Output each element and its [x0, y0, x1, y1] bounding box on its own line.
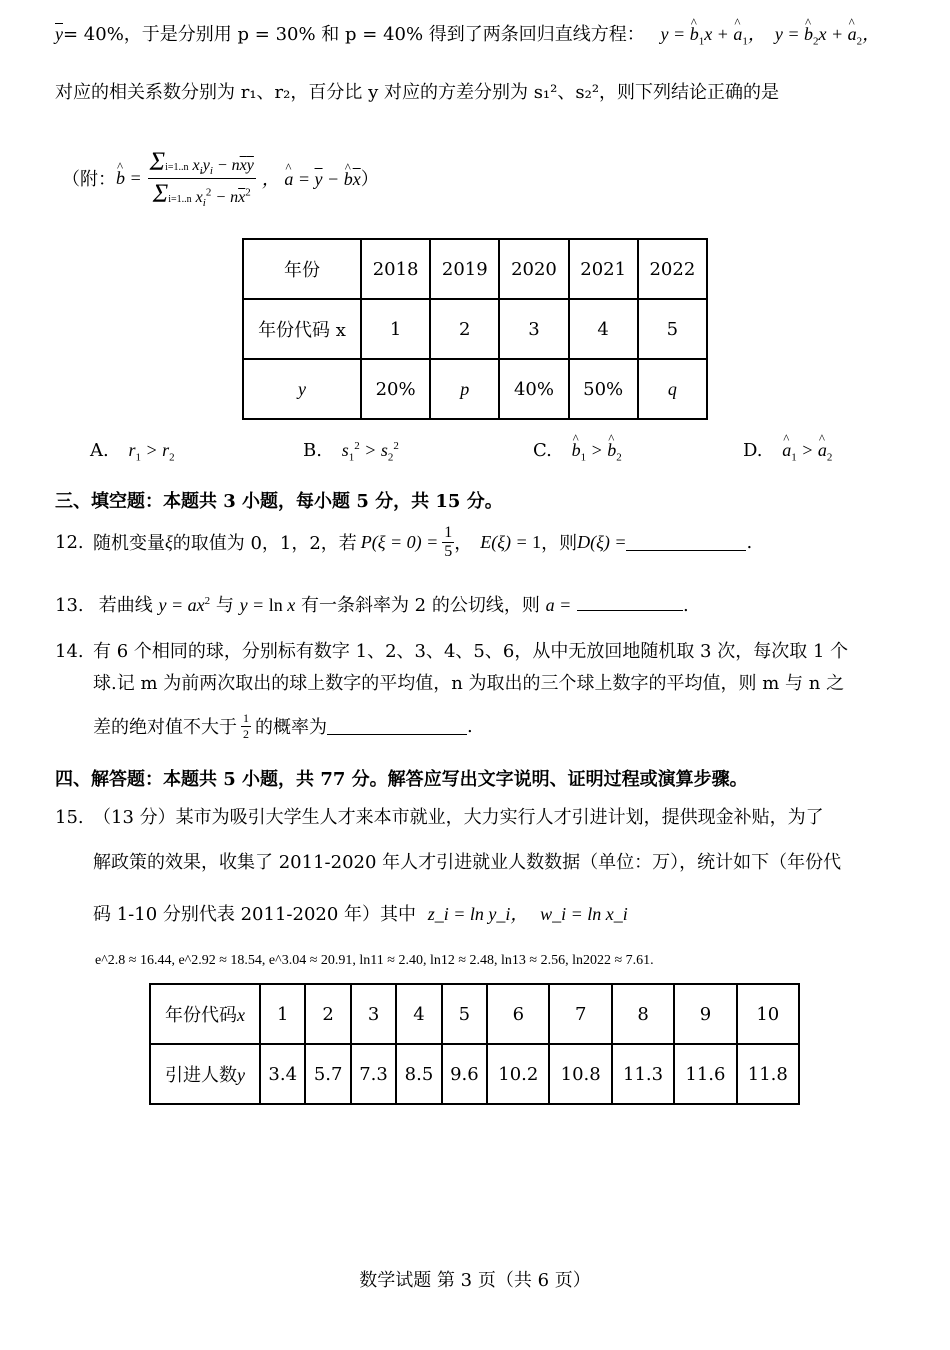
table-cell: 11.6 [674, 1044, 736, 1104]
q12-text-b: 的取值为 0，1，2，若 [172, 533, 357, 554]
section3-title: 三、填空题：本题共 3 小题，每小题 5 分，共 15 分。 [55, 491, 503, 512]
y-bar-symbol: $\overline{y}$ [55, 24, 63, 44]
table-row [243, 239, 707, 299]
table-cell: 40% [499, 359, 568, 419]
q12-text-a: 随机变量 [93, 533, 165, 554]
option-a-label: A. [90, 440, 109, 461]
table-cell: 年份代码x [150, 984, 260, 1044]
q14-line3-b: 的概率为 [255, 717, 327, 738]
q12-text-c: ， [454, 533, 473, 554]
row2-label: 引进人数 [165, 1065, 237, 1086]
table-cell: 10 [737, 984, 799, 1044]
table-cell: 10.2 [487, 1044, 549, 1104]
table-cell: 8.5 [396, 1044, 441, 1104]
q13-answer-blank[interactable] [577, 594, 683, 611]
q14-number: 14. [55, 641, 84, 662]
question-15-line1 [55, 803, 824, 829]
q15-line3-a: 码 1-10 分别代表 2011-2020 年）其中 [93, 904, 417, 925]
q15-line1: （13 分）某市为吸引大学生人才来本市就业，大力实行人才引进计划，提供现金补贴，为了 [93, 807, 824, 828]
q15-constants: e^2.8 ≈ 16.44, e^2.92 ≈ 18.54, e^3.04 ≈ 20.91, ln11 ≈ 2.40, ln12 ≈ 2.48, ln13 ≈ 2.56, ln2022 ≈ 7.61. [95, 953, 654, 968]
q13-text-c: 有一条斜率为 2 的公切线，则 [300, 595, 540, 616]
question-13: 13. 若曲线 $y = ax^2$ 与 y = ln x 有一条斜率为 2 的公切线，则 a = . [55, 595, 689, 616]
table-row [150, 984, 799, 1044]
question-15-line3 [93, 900, 628, 926]
table-row [243, 359, 707, 419]
q13-text-a: 若曲线 [98, 595, 153, 616]
table-cell: 20% [361, 359, 430, 419]
year-table [242, 238, 708, 420]
q14-line1: 有 6 个相同的球，分别标有数字 1、2、3、4、5、6，从中无放回地随机取 3 次，每次取 1 个 [93, 641, 849, 662]
question-15-line2: 解政策的效果，收集了 2011-2020 年人才引进就业人数数据（单位：万），统计如下（年份代 [93, 852, 842, 873]
table-row [150, 1044, 799, 1104]
talent-table [149, 983, 800, 1105]
table-cell: 11.8 [737, 1044, 799, 1104]
b-hat-symbol: ^ b = [116, 168, 142, 189]
table-cell: 2 [305, 984, 350, 1044]
q15-line3-b: z_i = ln y_i， [427, 904, 529, 924]
a-hat-formula: ， ^ $a = \overline{y}$ − ^ $b\overline{x}$ [262, 165, 361, 191]
table-cell: 1 [361, 299, 430, 359]
section4-title: 四、解答题：本题共 5 小题，共 77 分。解答应写出文字说明、证明过程或演算步骤。 [55, 769, 748, 790]
table-cell: 年份代码 x [243, 299, 361, 359]
option-c-label: C. [533, 440, 552, 461]
q12-answer-blank[interactable] [626, 534, 746, 551]
table-cell: 3 [351, 984, 396, 1044]
table-cell: 年份 [243, 239, 361, 299]
table-cell: 7.3 [351, 1044, 396, 1104]
q14-line3-a: 差的绝对值不大于 [93, 717, 237, 738]
table-cell: 2021 [569, 239, 638, 299]
table-cell: 3 [499, 299, 568, 359]
option-c: C. ^ $b_1$ > ^ $b_2$ [533, 440, 622, 464]
table-cell: 引进人数y [150, 1044, 260, 1104]
question-14-line1 [55, 637, 848, 663]
table-cell: 5.7 [305, 1044, 350, 1104]
table-cell: 6 [487, 984, 549, 1044]
appendix-prefix: （附： [62, 169, 116, 190]
table-cell: 9 [674, 984, 736, 1044]
table-cell: q [638, 359, 707, 419]
table-cell: 11.3 [612, 1044, 674, 1104]
q15-number: 15. [55, 807, 84, 828]
page-footer: 数学试题 第 3 页（共 6 页） [359, 1270, 591, 1291]
option-b: B. $s_1^2 > s_2^2$ [303, 440, 399, 464]
q12-number: 12. [55, 531, 84, 553]
appendix-suffix: ） [360, 169, 379, 190]
q14-fraction: $\frac{1}{2}$ [243, 710, 249, 741]
appendix-formula [62, 128, 379, 228]
table-cell: 2 [430, 299, 499, 359]
question-14-line3: 差的绝对值不大于 $\frac{1}{2}$ 的概率为 . [93, 710, 473, 741]
table-cell: 2019 [430, 239, 499, 299]
intro-line1-text: = 40%，于是分别用 p = 30% 和 p = 40% 得到了两条回归直线方程： [63, 24, 645, 45]
option-d: D. ^ $a_1$ > ^ $a_2$ [743, 440, 832, 464]
table-cell: 2022 [638, 239, 707, 299]
table-cell: 50% [569, 359, 638, 419]
question-14-line2: 球.记 m 为前两次取出的球上数字的平均值，n 为取出的三个球上数字的平均值，则 m 与 n 之 [93, 673, 845, 694]
table-cell: 4 [569, 299, 638, 359]
table-cell: 9.6 [442, 1044, 487, 1104]
intro-line1 [55, 20, 880, 48]
option-d-label: D. [743, 440, 763, 461]
table-cell: 3.4 [260, 1044, 305, 1104]
q14-answer-blank[interactable] [327, 718, 467, 735]
table-cell: 4 [396, 984, 441, 1044]
table-cell: 10.8 [549, 1044, 611, 1104]
table-cell: 5 [638, 299, 707, 359]
q12-text-d: ，则 [541, 533, 578, 554]
b-hat-fraction: $\frac{\Sigma i=1..n x_iy_i - n\overline{x}\overline{y}}{\Sigma i=1..n x_i^2 - n\overline{x}^2}$ [149, 147, 254, 209]
q12-fraction: $\frac{1}{5}$ [444, 523, 453, 560]
table-cell: 1 [260, 984, 305, 1044]
table-cell: 8 [612, 984, 674, 1044]
option-a: A. $r_1 > r_2$ [90, 440, 175, 464]
table-cell: 2020 [499, 239, 568, 299]
table-cell: 7 [549, 984, 611, 1044]
q13-number: 13. [55, 595, 84, 616]
option-b-label: B. [303, 440, 322, 461]
table-cell: 5 [442, 984, 487, 1044]
table-cell: y [243, 359, 361, 419]
table-row [243, 299, 707, 359]
table-cell: p [430, 359, 499, 419]
intro-line2: 对应的相关系数分别为 r₁、r₂，百分比 y 对应的方差分别为 s₁²、s₂²，则下列结论正确的是 [55, 82, 780, 103]
table-cell: 2018 [361, 239, 430, 299]
q15-line3-c: w_i = ln x_i [540, 904, 628, 924]
row1-label: 年份代码 [165, 1005, 237, 1026]
q13-text-b: 与 [215, 595, 234, 616]
question-12: 12. 随机变量 ξ 的取值为 0，1，2，若 P(ξ = 0) = $\frac{1}{5}$ ， E(ξ) = 1 ，则 D(ξ) = . [55, 523, 753, 560]
regression-equations: y = ^ $b_1x$ + ^ $a_1$， y = ^ $b_2x$ + ^ $a_2$， [661, 24, 881, 44]
